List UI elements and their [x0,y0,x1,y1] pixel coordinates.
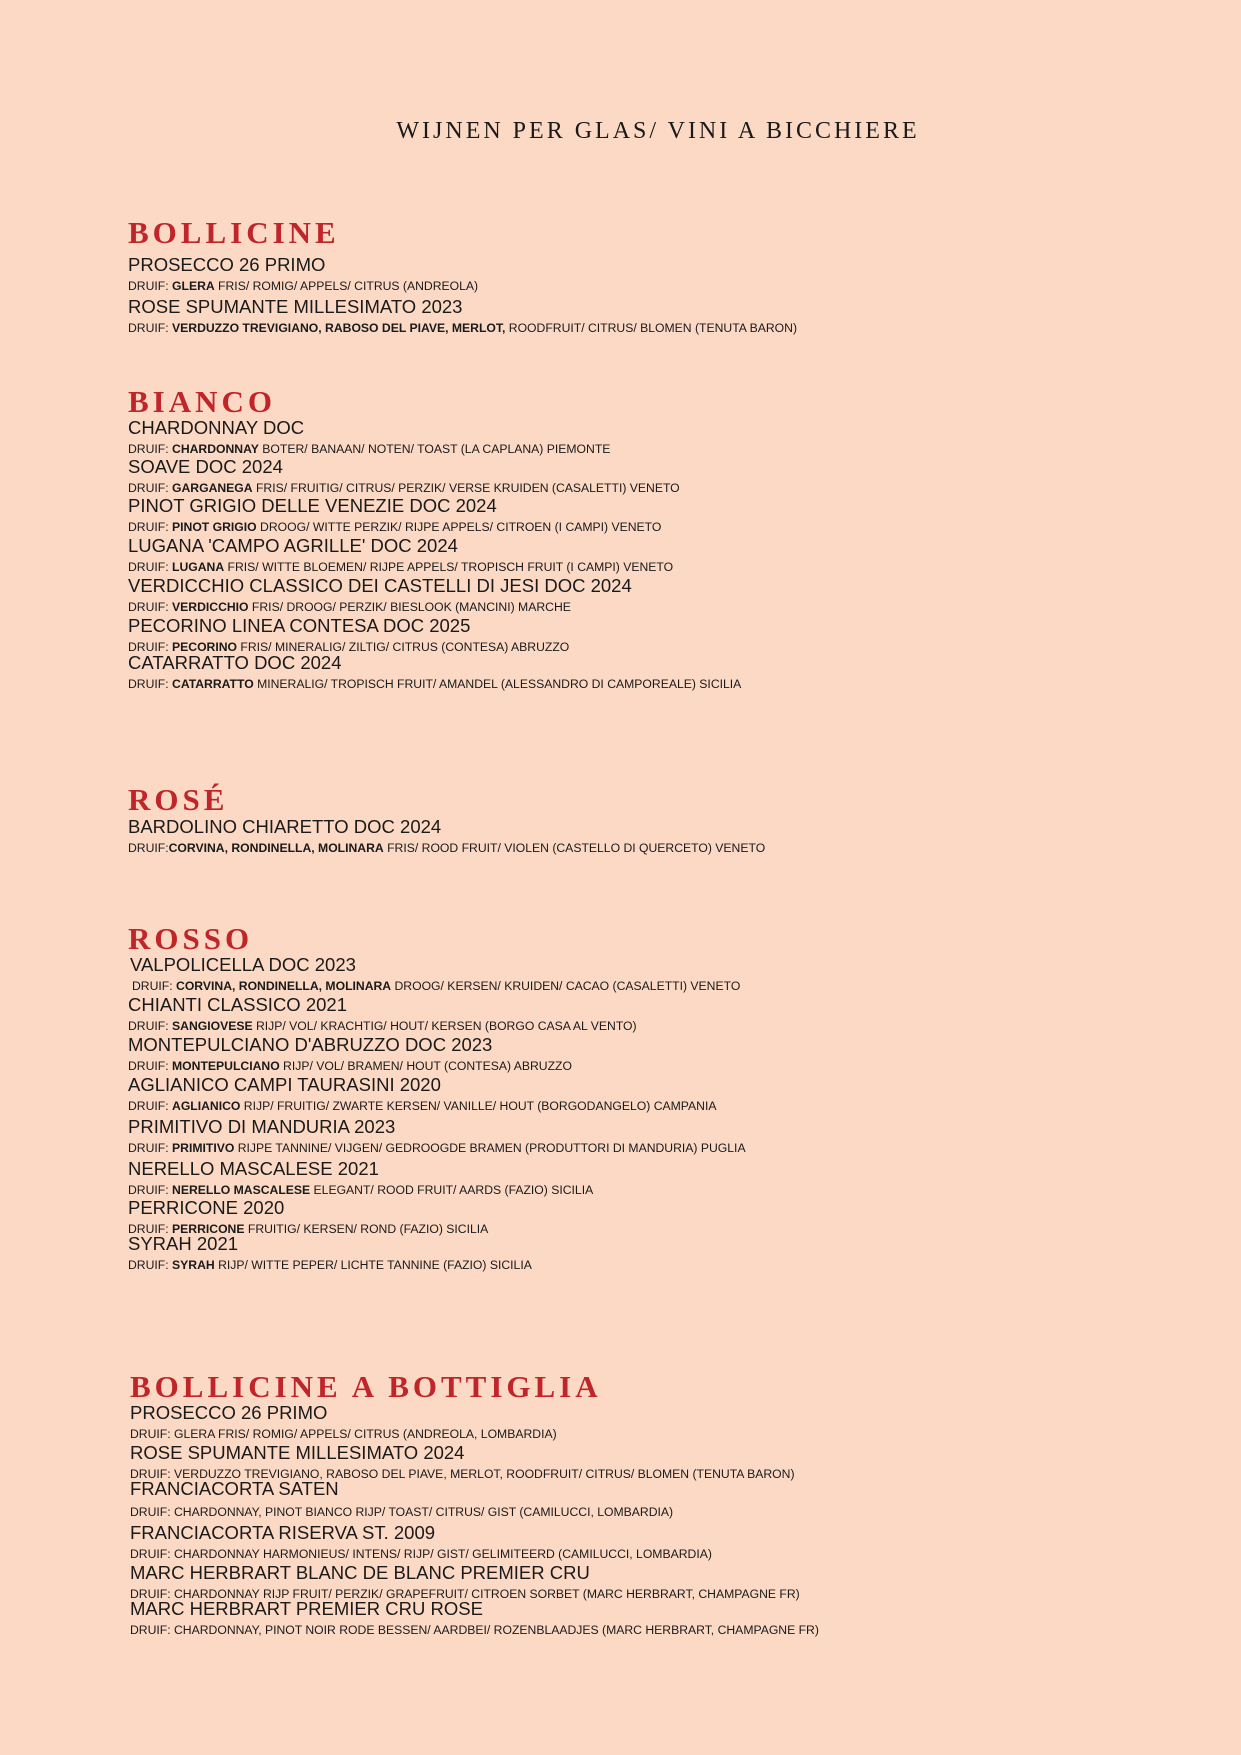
section-heading: BIANCO [128,384,277,419]
wine-item [128,615,741,657]
wine-item [128,254,797,296]
wine-name: PRIMITIVO DI MANDURIA 2023 [128,1116,396,1137]
wine-name: BARDOLINO CHIARETTO DOC 2024 [128,816,442,837]
wine-description: DRUIF: SYRAH RIJP/ WITTE PEPER/ LICHTE TANNINE (FAZIO) SICILIA [128,1258,532,1272]
grape-name: NERELLO MASCALESE [172,1183,311,1197]
wine-description: DRUIF: CHARDONNAY, PINOT BIANCO RIJP/ TOAST/ CITRUS/ GIST (CAMILUCCI, LOMBARDIA) [130,1505,674,1519]
wine-item [128,495,741,537]
grape-name: CATARRATTO [172,677,254,691]
wine-item [130,954,746,996]
wine-item [128,1074,746,1116]
wine-name: PROSECCO 26 PRIMO [128,254,326,275]
wine-item [128,575,741,617]
section-heading: ROSSO [128,921,254,956]
wine-item [128,816,765,858]
wine-description: DRUIF: VERDUZZO TREVIGIANO, RABOSO DEL PIAVE, MERLOT, ROODFRUIT/ CITRUS/ BLOMEN (TENUTA BARON) [128,321,797,335]
wine-name: SYRAH 2021 [128,1233,239,1254]
wine-description: DRUIF: MONTEPULCIANO RIJP/ VOL/ BRAMEN/ HOUT (CONTESA) ABRUZZO [128,1059,572,1073]
section-bianco [128,385,741,694]
section-rosso [128,922,746,1275]
wine-description: DRUIF: AGLIANICO RIJP/ FRUITIG/ ZWARTE KERSEN/ VANILLE/ HOUT (BORGODANGELO) CAMPANIA [128,1099,717,1113]
wine-item [128,535,741,577]
wine-name: FRANCIACORTA RISERVA ST. 2009 [130,1522,436,1543]
wine-name: PROSECCO 26 PRIMO [130,1402,328,1423]
grape-name: CHARDONNAY [172,442,259,456]
wine-name: CATARRATTO DOC 2024 [128,652,342,673]
wine-description: DRUIF: LUGANA FRIS/ WITTE BLOEMEN/ RIJPE APPELS/ TROPISCH FRUIT (I CAMPI) VENETO [128,560,674,574]
wine-item [128,652,741,694]
wine-description: DRUIF: GARGANEGA FRIS/ FRUITIG/ CITRUS/ PERZIK/ VERSE KRUIDEN (CASALETTI) VENETO [128,481,680,495]
wine-name: AGLIANICO CAMPI TAURASINI 2020 [128,1074,441,1095]
wine-item [130,1402,819,1444]
wine-description: DRUIF: NERELLO MASCALESE ELEGANT/ ROOD FRUIT/ AARDS (FAZIO) SICILIA [128,1183,594,1197]
wine-name: VALPOLICELLA DOC 2023 [130,954,356,975]
wine-item [128,1116,746,1158]
grape-name: CORVINA, RONDINELLA, MOLINARA [176,979,392,993]
wine-item [130,1478,819,1522]
grape-name: SANGIOVESE [172,1019,253,1033]
wine-item [130,1522,819,1564]
wine-description: DRUIF: CATARRATTO MINERALIG/ TROPISCH FRUIT/ AMANDEL (ALESSANDRO DI CAMPOREALE) SICILIA [128,677,742,691]
section-heading: BOLLICINE A BOTTIGLIA [130,1369,602,1404]
wine-description: DRUIF: PERRICONE FRUITIG/ KERSEN/ ROND (FAZIO) SICILIA [128,1222,489,1236]
wine-description: DRUIF:CORVINA, RONDINELLA, MOLINARA FRIS/ ROOD FRUIT/ VIOLEN (CASTELLO DI QUERCETO) VENETO [128,841,766,855]
wine-item [128,1233,746,1275]
wine-description: DRUIF: VERDUZZO TREVIGIANO, RABOSO DEL PIAVE, MERLOT, ROODFRUIT/ CITRUS/ BLOMEN (TENUTA BARON) [130,1467,795,1481]
wine-item [128,1158,746,1200]
grape-name: AGLIANICO [172,1099,241,1113]
grape-name: VERDUZZO TREVIGIANO, RABOSO DEL PIAVE, MERLOT, [172,321,506,335]
section-rose [128,783,765,858]
wine-name: MONTEPULCIANO D'ABRUZZO DOC 2023 [128,1034,493,1055]
wine-description: DRUIF: CHARDONNAY, PINOT NOIR RODE BESSEN/ AARDBEI/ ROZENBLAADJES (MARC HERBRART, CHAMPAGNE FR) [130,1623,819,1637]
wine-description: DRUIF: SANGIOVESE RIJP/ VOL/ KRACHTIG/ HOUT/ KERSEN (BORGO CASA AL VENTO) [128,1019,637,1033]
grape-name: SYRAH [172,1258,215,1272]
wine-name: PECORINO LINEA CONTESA DOC 2025 [128,615,471,636]
wine-item [128,456,741,498]
wine-description: DRUIF: CHARDONNAY RIJP FRUIT/ PERZIK/ GRAPEFRUIT/ CITROEN SORBET (MARC HERBRART, CHAMPAGNE FR) [130,1587,800,1601]
wine-name: PERRICONE 2020 [128,1197,285,1218]
wine-name: SOAVE DOC 2024 [128,456,283,477]
grape-name: VERDICCHIO [172,600,249,614]
grape-name: PECORINO [172,640,238,654]
grape-name: PERRICONE [172,1222,245,1236]
wine-name: VERDICCHIO CLASSICO DEI CASTELLI DI JESI DOC 2024 [128,575,632,596]
wine-name: ROSE SPUMANTE MILLESIMATO 2023 [128,296,463,317]
wine-item [128,994,746,1036]
wine-description: DRUIF: GLERA FRIS/ ROMIG/ APPELS/ CITRUS (ANDREOLA) [128,279,479,293]
wine-item [128,417,741,459]
wine-description: DRUIF: PECORINO FRIS/ MINERALIG/ ZILTIG/ CITRUS (CONTESA) ABRUZZO [128,640,570,654]
wine-name: CHARDONNAY DOC [128,417,305,438]
grape-name: PRIMITIVO [172,1141,235,1155]
wine-item [130,1598,819,1640]
wine-name: MARC HERBRART PREMIER CRU ROSE [130,1598,483,1619]
section-bollicine [128,216,797,338]
grape-name: LUGANA [172,560,225,574]
grape-name: PINOT GRIGIO [172,520,257,534]
page-title: WIJNEN PER GLAS/ VINI A BICCHIERE [396,118,920,144]
grape-name: GARGANEGA [172,481,253,495]
grape-name: CORVINA, RONDINELLA, MOLINARA [168,841,384,855]
wine-name: MARC HERBRART BLANC DE BLANC PREMIER CRU [130,1562,590,1583]
wine-name: NERELLO MASCALESE 2021 [128,1158,379,1179]
wine-item [128,1034,746,1076]
section-heading: ROSÉ [128,782,229,817]
wine-name: PINOT GRIGIO DELLE VENEZIE DOC 2024 [128,495,497,516]
wine-description: DRUIF: VERDICCHIO FRIS/ DROOG/ PERZIK/ BIESLOOK (MANCINI) MARCHE [128,600,571,614]
wine-name: ROSE SPUMANTE MILLESIMATO 2024 [130,1442,465,1463]
wine-name: LUGANA 'CAMPO AGRILLE' DOC 2024 [128,535,458,556]
wine-name: CHIANTI CLASSICO 2021 [128,994,347,1015]
wine-description: DRUIF: PRIMITIVO RIJPE TANNINE/ VIJGEN/ GEDROOGDE BRAMEN (PRODUTTORI DI MANDURIA) PUGLIA [128,1141,746,1155]
section-bollicine-a-bottiglia [130,1370,819,1640]
wine-item [128,296,797,338]
section-heading: BOLLICINE [128,215,340,250]
grape-name: MONTEPULCIANO [172,1059,280,1073]
wine-description: DRUIF: GLERA FRIS/ ROMIG/ APPELS/ CITRUS (ANDREOLA, LOMBARDIA) [130,1427,557,1441]
grape-name: GLERA [172,279,215,293]
wine-name: FRANCIACORTA SATEN [130,1478,339,1499]
wine-description: DRUIF: PINOT GRIGIO DROOG/ WITTE PERZIK/ RIJPE APPELS/ CITROEN (I CAMPI) VENETO [128,520,662,534]
wine-description: DRUIF: CHARDONNAY BOTER/ BANAAN/ NOTEN/ TOAST (LA CAPLANA) PIEMONTE [128,442,611,456]
wine-description: DRUIF: CORVINA, RONDINELLA, MOLINARA DROOG/ KERSEN/ KRUIDEN/ CACAO (CASALETTI) VENETO [132,979,741,993]
wine-description: DRUIF: CHARDONNAY HARMONIEUS/ INTENS/ RIJP/ GIST/ GELIMITEERD (CAMILUCCI, LOMBARDIA) [130,1547,712,1561]
